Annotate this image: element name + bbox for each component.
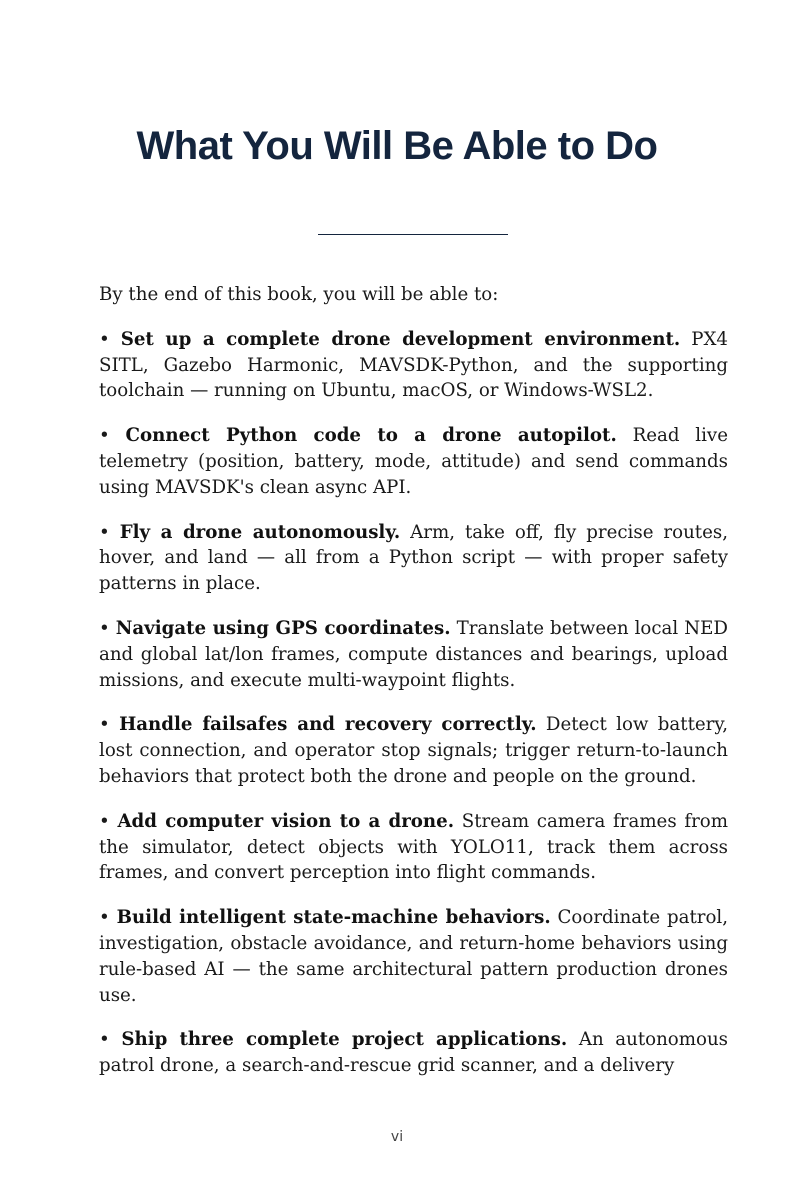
list-item: • Ship three complete project applications. An autonomous patrol drone, a search-and-rescue grid scanner, and a delivery [99,1029,729,1077]
list-item: • Connect Python code to a drone autopilot. Read live telemetry (position, battery, mode, attitude) and send commands using MAVSDK's clean async API. [99,425,728,498]
list-item-text: PX4 SITL, Gazebo Harmonic, MAVSDK-Python, and the supporting toolchain — running on Ubuntu, macOS, or Windows-WSL2. [99,328,728,402]
list-item: • Fly a drone autonomously. Arm, take off, fly precise routes, hover, and land — all from a Python script — with proper safety patterns in place. [99,521,728,595]
list-item-text: Coordinate patrol, investigation, obstacle avoidance, and return-home behaviors using rule-based AI — the same architectural pattern production drones use. [99,907,728,1006]
page-title: What You Will Be Able to Do [136,124,658,168]
list-item-text: An autonomous patrol drone, a search-and-rescue grid scanner, and a delivery [99,1029,729,1077]
list-item-lead: Navigate using GPS coordinates. [115,617,451,639]
intro-paragraph: By the end of this book, you will be able to: [99,284,499,305]
list-item-lead: Set up a complete drone development environment. [120,328,681,350]
page-number: vi [390,1129,404,1145]
list-item: • Build intelligent state-machine behaviors. Coordinate patrol, investigation, obstacle avoidance, and return-home behaviors using rule-based AI — the same architectural pattern production drones use. [99,907,728,1006]
list-item: • Handle failsafes and recovery correctly. Detect low battery, lost connection, and operator stop signals; trigger return-to-launch behaviors that protect both the drone and people on the ground. [99,714,728,787]
list-item-text: Stream camera frames from the simulator, detect objects with YOLO11, track them across frames, and convert perception into flight commands. [99,810,728,884]
list-item-lead: Connect Python code to a drone autopilot. [125,425,617,447]
title-divider [318,234,508,235]
page-body [99,282,728,1098]
list-item-lead: Ship three complete project applications. [121,1029,568,1051]
list-item-lead: Build intelligent state-machine behaviors. [116,907,551,929]
list-item-text: Translate between local NED and global lat/lon frames, compute distances and bearings, upload missions, and execute multi-waypoint flights. [99,617,728,691]
list-item: • Navigate using GPS coordinates. Translate between local NED and global lat/lon frames, compute distances and bearings, upload missions, and execute multi-waypoint flights. [99,617,728,691]
list-item-text: Detect low battery, lost connection, and operator stop signals; trigger return-to-launch behaviors that protect both the drone and people on the ground. [99,714,728,787]
list-item-text: Arm, take off, fly precise routes, hover, and land — all from a Python script — with proper safety patterns in place. [99,521,728,595]
list-item: • Set up a complete drone development environment. PX4 SITL, Gazebo Harmonic, MAVSDK-Python, and the supporting toolchain — running on Ubuntu, macOS, or Windows-WSL2. [99,328,728,402]
list-item-lead: Add computer vision to a drone. [117,810,455,832]
list-item-lead: Fly a drone autonomously. [119,521,401,543]
list-item: • Add computer vision to a drone. Stream camera frames from the simulator, detect objects with YOLO11, track them across frames, and convert perception into flight commands. [99,810,728,884]
list-item-text: Read live telemetry (position, battery, mode, attitude) and send commands using MAVSDK's clean async API. [99,425,728,498]
list-item-lead: Handle failsafes and recovery correctly. [119,714,537,736]
